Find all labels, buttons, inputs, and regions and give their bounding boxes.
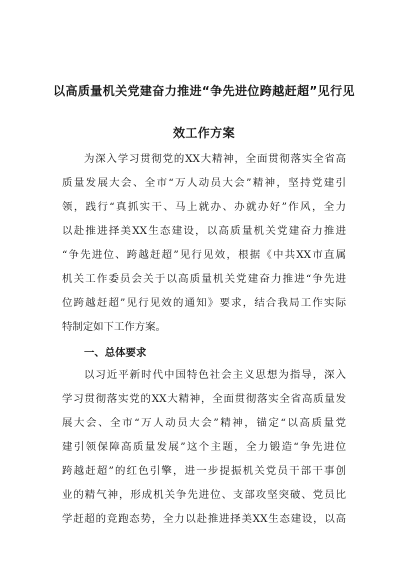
paragraph-2-line: 学习贯彻落实党的XX大精神，全面贯彻落实全省高质量发 [62, 393, 346, 405]
paragraph-1-line: 领，践行“真抓实干、马上就办、办就办好”作风，全力 [62, 201, 346, 213]
paragraph-1-line: 质量发展大会、全市“万人动员大会”精神，坚持党建引 [62, 177, 346, 189]
paragraph-1-line: 机关工作委员会关于以高质量机关党建奋力推进“争先进 [62, 273, 346, 285]
paragraph-2-line: 以习近平新时代中国特色社会主义思想为指导，深入 [84, 369, 346, 381]
document-title-line-1: 以高质量机关党建奋力推进“争先进位跨越赶超”见行见 [53, 84, 355, 98]
paragraph-1-line: 位跨越赶超”见行见效的通知》要求，结合我局工作实际 [62, 297, 346, 309]
document-title-line-2: 效工作方案 [172, 126, 235, 140]
paragraph-1-line: 为深入学习贯彻党的XX大精神，全面贯彻落实全省高 [84, 153, 346, 165]
paragraph-1-line: 特制定如下工作方案。 [62, 321, 166, 333]
paragraph-1-line: 以赴推进择美XX生态建设，以高质量机关党建奋力推进 [62, 225, 346, 237]
section-heading-overall-requirements: 一、总体要求 [84, 347, 147, 359]
paragraph-2-line: 跨越赶超”的红色引擎，进一步提振机关党员干部干事创 [62, 465, 346, 477]
paragraph-2-line: 展大会、全市“万人动员大会”精神，锚定“以高质量党 [62, 417, 346, 429]
paragraph-2-line: 学赶超的竞跑态势，全力以赴推进择美XX生态建设，以高 [62, 513, 346, 525]
paragraph-2-line: 建引领保障高质量发展”这个主题，全力锻造“争先进位 [62, 441, 346, 453]
paragraph-2-line: 业的精气神，形成机关争先进位、支部攻坚突破、党员比 [62, 489, 346, 501]
paragraph-1-line: “争先进位、跨越赶超”见行见效，根据《中共XX市直属 [62, 249, 346, 261]
